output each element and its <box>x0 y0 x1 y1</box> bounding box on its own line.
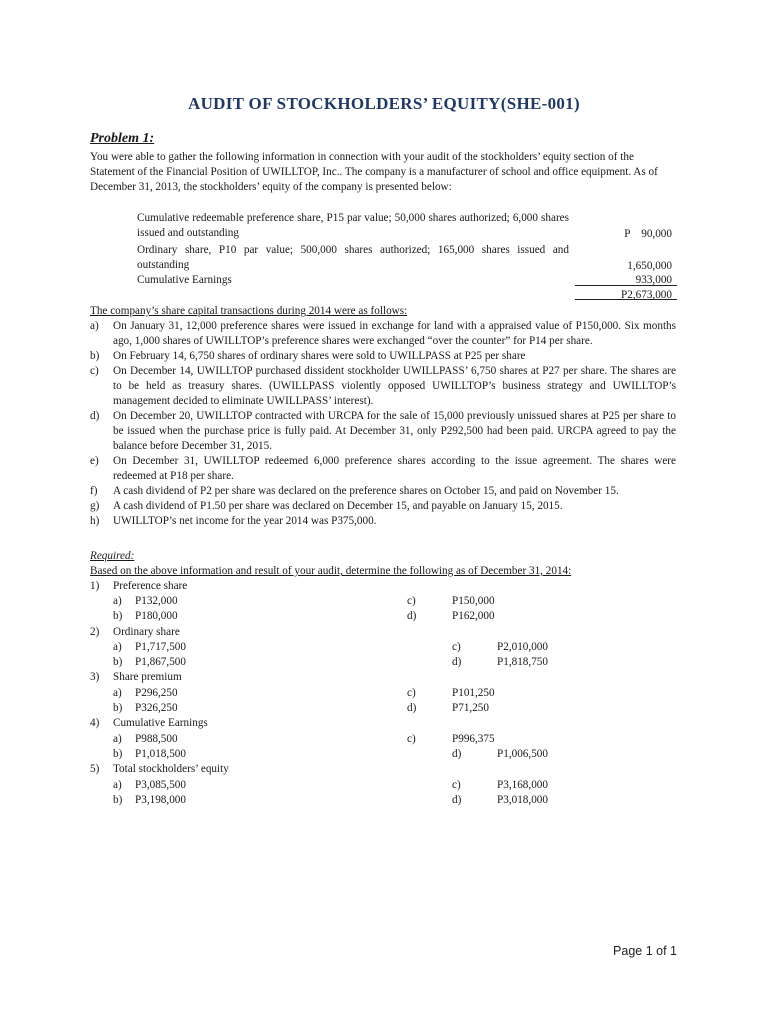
option-value: P3,085,500 <box>135 779 186 791</box>
question-text: Ordinary share <box>113 626 180 638</box>
document-title: AUDIT OF STOCKHOLDERS’ EQUITY(SHE-001) <box>188 94 580 113</box>
transaction-item <box>90 484 676 499</box>
option-value: P2,010,000 <box>497 641 548 653</box>
transaction-text: A cash dividend of P1.50 per share was declared on December 15, and payable on January 15, 2015. <box>113 500 563 512</box>
transaction-text: A cash dividend of P2 per share was declared on the preference shares on October 15, and paid on November 15. <box>113 485 619 497</box>
option-value: P988,500 <box>135 733 178 745</box>
transaction-text: On December 14, UWILLTOP purchased dissident stockholder UWILLPASS’ 6,750 shares at P27 per share. The shares are to be held as treasury shares. (UWILLPASS violently opposed UWILLTOP’s business strategy and UWILLTOP’s management decided to eliminate UWILLPASS’ interest). <box>113 365 676 407</box>
equity-amount: P 90,000 <box>624 228 672 240</box>
question-number: 2) <box>90 626 100 638</box>
transaction-item <box>90 349 676 364</box>
option-letter: a) <box>113 641 122 653</box>
question-text: Preference share <box>113 580 188 592</box>
option-value: P1,867,500 <box>135 656 186 668</box>
equity-statement <box>137 211 677 303</box>
intro-line: Statement of the Financial Position of UWILLTOP, Inc.. The company is a manufacturer of school and office equipment. As of <box>90 166 658 178</box>
option-value: P101,250 <box>452 687 495 699</box>
equity-total: P2,673,000 <box>621 289 672 301</box>
option-letter: d) <box>407 702 417 714</box>
question-text: Total stockholders’ equity <box>113 763 229 775</box>
option-letter: d) <box>452 656 462 668</box>
page-number: Page 1 of 1 <box>613 944 677 958</box>
option-value: P132,000 <box>135 595 178 607</box>
option-letter: a) <box>113 733 122 745</box>
transaction-letter: h) <box>90 515 100 527</box>
required-heading: Required: <box>90 550 135 562</box>
option-letter: b) <box>113 794 123 806</box>
transaction-item <box>90 499 676 514</box>
question-number: 4) <box>90 717 100 729</box>
transaction-letter: c) <box>90 365 99 377</box>
option-letter: a) <box>113 687 122 699</box>
transaction-text: On December 20, UWILLTOP contracted with URCPA for the sale of 15,000 previously unissued shares at P25 per share to be issued when the purchase price is fully paid. At December 31, only P292,500 had been paid. URCPA agreed to pay the balance before December 31, 2015. <box>113 410 676 452</box>
option-value: P996,375 <box>452 733 495 745</box>
transaction-item <box>90 409 676 454</box>
question-text: Share premium <box>113 671 182 683</box>
transaction-item <box>90 514 676 529</box>
option-value: P150,000 <box>452 595 495 607</box>
option-letter: d) <box>452 794 462 806</box>
transaction-letter: b) <box>90 350 100 362</box>
option-letter: b) <box>113 748 123 760</box>
transaction-text: On February 14, 6,750 shares of ordinary shares were sold to UWILLPASS at P25 per share <box>113 350 526 362</box>
option-letter: c) <box>452 641 461 653</box>
option-letter: b) <box>113 702 123 714</box>
transaction-letter: f) <box>90 485 98 497</box>
option-letter: c) <box>407 595 416 607</box>
required-instruction: Based on the above information and result of your audit, determine the following as of December 31, 2014: <box>90 565 572 577</box>
option-value: P3,018,000 <box>497 794 548 806</box>
transaction-text: On December 31, UWILLTOP redeemed 6,000 preference shares according to the issue agreement. The shares were redeemed at P18 per share. <box>113 455 676 482</box>
option-letter: a) <box>113 595 122 607</box>
equity-amount: 1,650,000 <box>627 260 672 272</box>
transaction-letter: g) <box>90 500 100 512</box>
total-rule-top <box>575 285 677 286</box>
option-value: P1,717,500 <box>135 641 186 653</box>
option-value: P326,250 <box>135 702 178 714</box>
transaction-item <box>90 319 676 349</box>
problem-heading: Problem 1: <box>90 131 155 146</box>
option-value: P162,000 <box>452 610 495 622</box>
equity-label: Cumulative Earnings <box>137 274 232 286</box>
question-number: 3) <box>90 671 100 683</box>
intro-line: You were able to gather the following information in connection with your audit of the stockholders’ equity section of the <box>90 151 634 163</box>
option-value: P1,018,500 <box>135 748 186 760</box>
equity-row-preference <box>137 211 677 243</box>
equity-row-ordinary <box>137 243 677 273</box>
transaction-item <box>90 364 676 409</box>
equity-label: Cumulative redeemable preference share, P15 par value; 50,000 shares authorized; 6,000 shares issued and outstanding <box>137 212 569 239</box>
option-letter: c) <box>452 779 461 791</box>
question-text: Cumulative Earnings <box>113 717 208 729</box>
option-value: P3,168,000 <box>497 779 548 791</box>
option-value: P1,006,500 <box>497 748 548 760</box>
option-letter: c) <box>407 733 416 745</box>
transaction-text: On January 31, 12,000 preference shares were issued in exchange for land with a appraised value of P150,000. Six months ago, 1,000 shares of UWILLTOP’s preference shares were exchanged “over the counter” for P14 per share. <box>113 320 676 347</box>
option-value: P1,818,750 <box>497 656 548 668</box>
transaction-letter: a) <box>90 320 99 332</box>
option-letter: b) <box>113 610 123 622</box>
transaction-text: UWILLTOP’s net income for the year 2014 was P375,000. <box>113 515 377 527</box>
option-value: P71,250 <box>452 702 489 714</box>
equity-row-total <box>137 288 677 303</box>
option-letter: a) <box>113 779 122 791</box>
option-letter: d) <box>452 748 462 760</box>
transaction-item <box>90 454 676 484</box>
option-letter: b) <box>113 656 123 668</box>
option-letter: d) <box>407 610 417 622</box>
intro-paragraph <box>90 150 676 195</box>
equity-amount: 933,000 <box>635 274 672 286</box>
question-number: 5) <box>90 763 100 775</box>
total-rule-bottom <box>575 299 677 300</box>
transactions-heading: The company’s share capital transactions during 2014 were as follows: <box>90 305 408 317</box>
intro-line: December 31, 2013, the stockholders’ equity of the company is presented below: <box>90 181 452 193</box>
transactions-list <box>90 319 676 529</box>
equity-label: Ordinary share, P10 par value; 500,000 shares authorized; 165,000 shares issued and outstanding <box>137 244 569 271</box>
option-letter: c) <box>407 687 416 699</box>
option-value: P296,250 <box>135 687 178 699</box>
option-value: P3,198,000 <box>135 794 186 806</box>
question-number: 1) <box>90 580 100 592</box>
option-value: P180,000 <box>135 610 178 622</box>
transaction-letter: d) <box>90 410 100 422</box>
transaction-letter: e) <box>90 455 99 467</box>
